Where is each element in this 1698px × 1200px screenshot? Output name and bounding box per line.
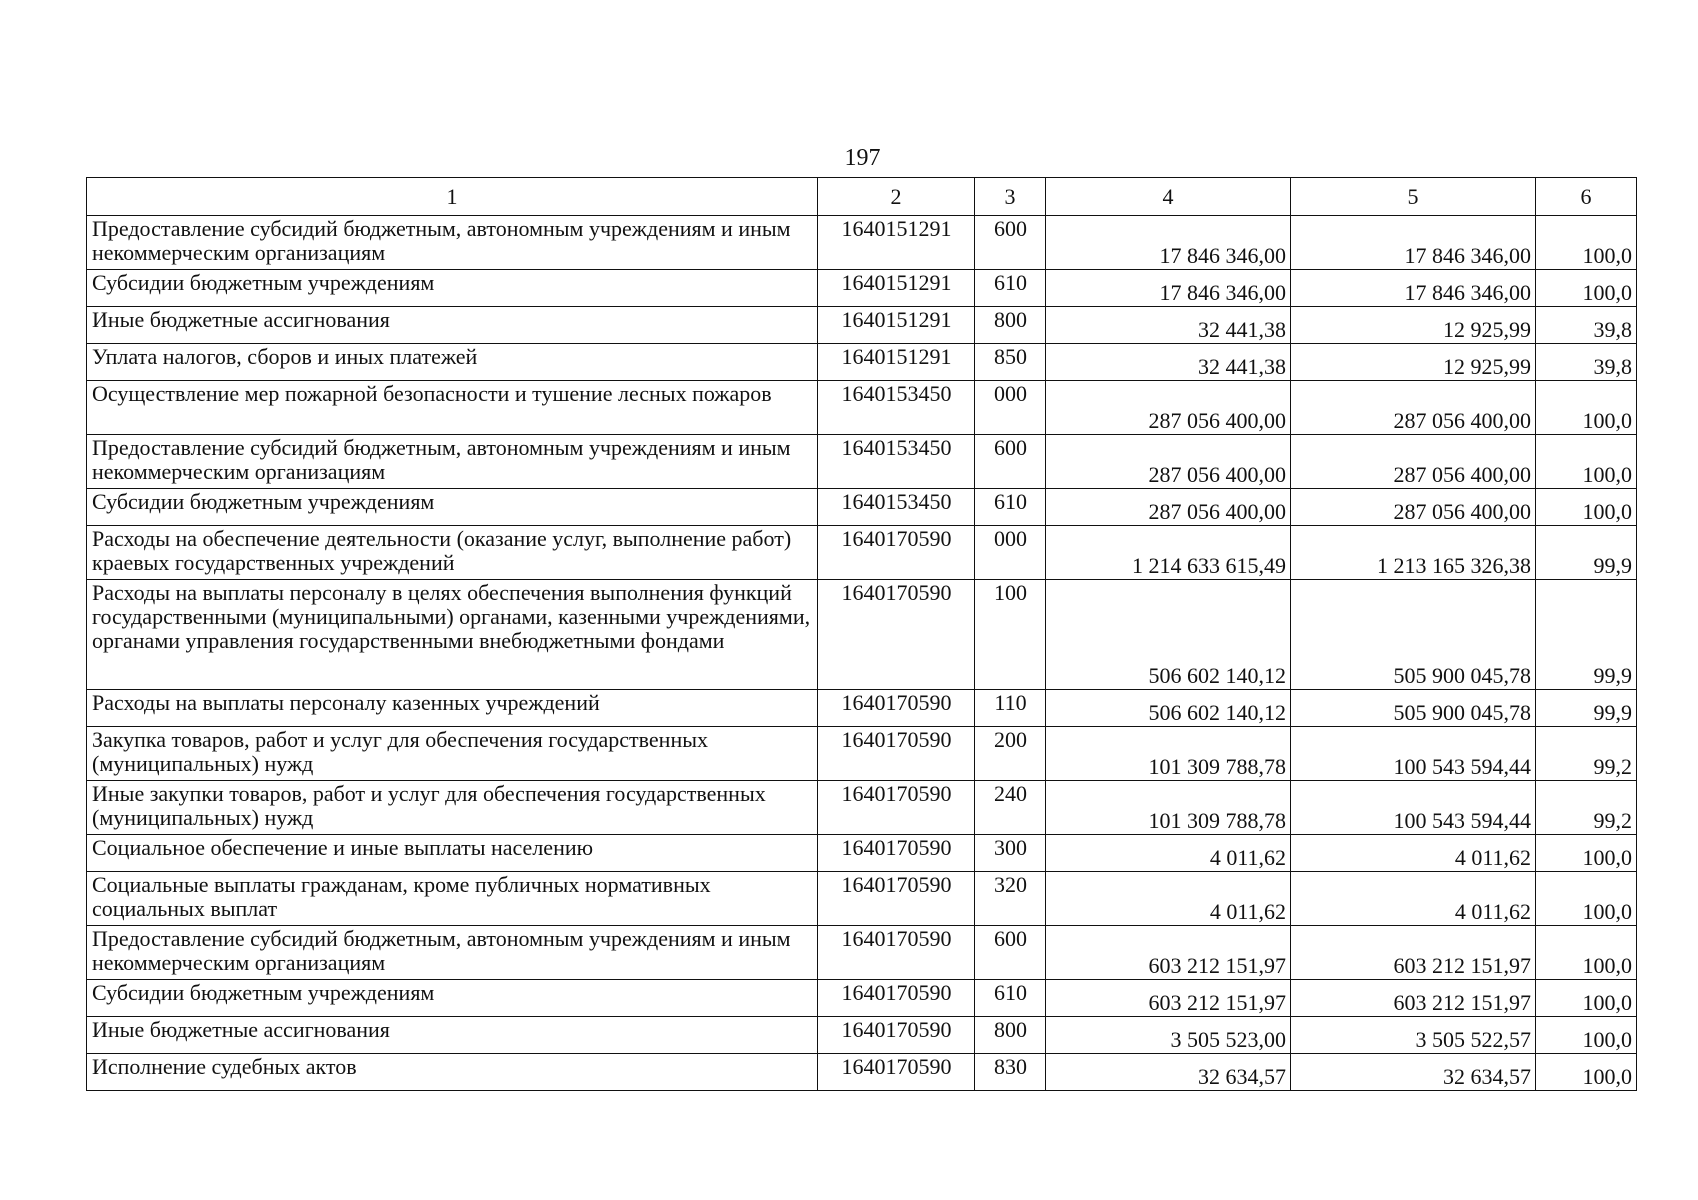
expense-type-code-cell: 240	[975, 781, 1046, 835]
target-article-code-cell: 1640153450	[818, 489, 975, 526]
execution-percent-cell: 99,2	[1536, 727, 1637, 781]
executed-amount-cell: 505 900 045,78	[1291, 690, 1536, 727]
planned-amount-cell: 4 011,62	[1046, 835, 1291, 872]
execution-percent-cell: 100,0	[1536, 835, 1637, 872]
target-article-code-cell: 1640170590	[818, 781, 975, 835]
target-article-code-cell: 1640153450	[818, 435, 975, 489]
table-row	[87, 526, 1637, 580]
planned-amount-cell: 506 602 140,12	[1046, 580, 1291, 690]
expense-name-cell: Расходы на обеспечение деятельности (оказание услуг, выполнение работ) краевых государственных учреждений	[87, 526, 818, 580]
table-row	[87, 1017, 1637, 1054]
planned-amount-cell: 287 056 400,00	[1046, 489, 1291, 526]
column-header: 5	[1291, 178, 1536, 216]
target-article-code-cell: 1640170590	[818, 1017, 975, 1054]
planned-amount-cell: 17 846 346,00	[1046, 216, 1291, 270]
target-article-code-cell: 1640151291	[818, 344, 975, 381]
expense-name-cell: Расходы на выплаты персоналу казенных учреждений	[87, 690, 818, 727]
execution-percent-cell: 99,9	[1536, 690, 1637, 727]
execution-percent-cell: 100,0	[1536, 270, 1637, 307]
expense-type-code-cell: 830	[975, 1054, 1046, 1091]
expense-type-code-cell: 600	[975, 926, 1046, 980]
target-article-code-cell: 1640151291	[818, 270, 975, 307]
planned-amount-cell: 3 505 523,00	[1046, 1017, 1291, 1054]
execution-percent-cell: 100,0	[1536, 1017, 1637, 1054]
executed-amount-cell: 17 846 346,00	[1291, 216, 1536, 270]
target-article-code-cell: 1640170590	[818, 926, 975, 980]
expense-name-cell: Закупка товаров, работ и услуг для обеспечения государственных (муниципальных) нужд	[87, 727, 818, 781]
planned-amount-cell: 603 212 151,97	[1046, 926, 1291, 980]
execution-percent-cell: 100,0	[1536, 980, 1637, 1017]
expense-type-code-cell: 110	[975, 690, 1046, 727]
table-row	[87, 835, 1637, 872]
execution-percent-cell: 39,8	[1536, 307, 1637, 344]
planned-amount-cell: 287 056 400,00	[1046, 381, 1291, 435]
executed-amount-cell: 32 634,57	[1291, 1054, 1536, 1091]
table-row	[87, 381, 1637, 435]
table-body	[87, 216, 1637, 1091]
expense-name-cell: Осуществление мер пожарной безопасности и тушение лесных пожаров	[87, 381, 818, 435]
expense-name-cell: Иные закупки товаров, работ и услуг для обеспечения государственных (муниципальных) нужд	[87, 781, 818, 835]
executed-amount-cell: 12 925,99	[1291, 344, 1536, 381]
table-row	[87, 690, 1637, 727]
execution-percent-cell: 99,2	[1536, 781, 1637, 835]
column-header: 6	[1536, 178, 1637, 216]
table-row	[87, 344, 1637, 381]
expense-type-code-cell: 600	[975, 435, 1046, 489]
table-row	[87, 1054, 1637, 1091]
planned-amount-cell: 101 309 788,78	[1046, 727, 1291, 781]
expense-type-code-cell: 100	[975, 580, 1046, 690]
expense-type-code-cell: 600	[975, 216, 1046, 270]
table-row	[87, 435, 1637, 489]
executed-amount-cell: 3 505 522,57	[1291, 1017, 1536, 1054]
target-article-code-cell: 1640170590	[818, 980, 975, 1017]
executed-amount-cell: 287 056 400,00	[1291, 381, 1536, 435]
target-article-code-cell: 1640151291	[818, 216, 975, 270]
table-row	[87, 926, 1637, 980]
table-row	[87, 727, 1637, 781]
executed-amount-cell: 100 543 594,44	[1291, 727, 1536, 781]
expense-type-code-cell: 610	[975, 270, 1046, 307]
expense-name-cell: Субсидии бюджетным учреждениям	[87, 489, 818, 526]
execution-percent-cell: 99,9	[1536, 580, 1637, 690]
execution-percent-cell: 100,0	[1536, 435, 1637, 489]
planned-amount-cell: 32 441,38	[1046, 307, 1291, 344]
expense-name-cell: Иные бюджетные ассигнования	[87, 307, 818, 344]
executed-amount-cell: 505 900 045,78	[1291, 580, 1536, 690]
expense-name-cell: Уплата налогов, сборов и иных платежей	[87, 344, 818, 381]
planned-amount-cell: 506 602 140,12	[1046, 690, 1291, 727]
execution-percent-cell: 99,9	[1536, 526, 1637, 580]
table-row	[87, 580, 1637, 690]
expense-type-code-cell: 800	[975, 1017, 1046, 1054]
target-article-code-cell: 1640153450	[818, 381, 975, 435]
planned-amount-cell: 603 212 151,97	[1046, 980, 1291, 1017]
expense-type-code-cell: 200	[975, 727, 1046, 781]
target-article-code-cell: 1640170590	[818, 580, 975, 690]
expense-type-code-cell: 850	[975, 344, 1046, 381]
table-row	[87, 216, 1637, 270]
table-row	[87, 872, 1637, 926]
execution-percent-cell: 100,0	[1536, 872, 1637, 926]
executed-amount-cell: 4 011,62	[1291, 835, 1536, 872]
target-article-code-cell: 1640170590	[818, 526, 975, 580]
execution-percent-cell: 100,0	[1536, 216, 1637, 270]
executed-amount-cell: 17 846 346,00	[1291, 270, 1536, 307]
expense-name-cell: Социальные выплаты гражданам, кроме публичных нормативных социальных выплат	[87, 872, 818, 926]
expense-name-cell: Социальное обеспечение и иные выплаты населению	[87, 835, 818, 872]
table-row	[87, 489, 1637, 526]
column-header: 2	[818, 178, 975, 216]
column-number-row	[87, 178, 1637, 216]
executed-amount-cell: 12 925,99	[1291, 307, 1536, 344]
planned-amount-cell: 4 011,62	[1046, 872, 1291, 926]
column-header: 4	[1046, 178, 1291, 216]
planned-amount-cell: 1 214 633 615,49	[1046, 526, 1291, 580]
column-header: 1	[87, 178, 818, 216]
planned-amount-cell: 32 634,57	[1046, 1054, 1291, 1091]
expense-type-code-cell: 610	[975, 489, 1046, 526]
executed-amount-cell: 1 213 165 326,38	[1291, 526, 1536, 580]
table-row	[87, 980, 1637, 1017]
target-article-code-cell: 1640170590	[818, 835, 975, 872]
execution-percent-cell: 100,0	[1536, 381, 1637, 435]
table-row	[87, 781, 1637, 835]
expense-name-cell: Предоставление субсидий бюджетным, автономным учреждениям и иным некоммерческим организациям	[87, 926, 818, 980]
column-header: 3	[975, 178, 1046, 216]
execution-percent-cell: 100,0	[1536, 489, 1637, 526]
expense-type-code-cell: 000	[975, 381, 1046, 435]
target-article-code-cell: 1640170590	[818, 727, 975, 781]
expense-name-cell: Предоставление субсидий бюджетным, автономным учреждениям и иным некоммерческим организациям	[87, 216, 818, 270]
expense-name-cell: Субсидии бюджетным учреждениям	[87, 270, 818, 307]
planned-amount-cell: 17 846 346,00	[1046, 270, 1291, 307]
expense-name-cell: Исполнение судебных актов	[87, 1054, 818, 1091]
budget-execution-table	[86, 177, 1637, 1091]
target-article-code-cell: 1640170590	[818, 1054, 975, 1091]
execution-percent-cell: 39,8	[1536, 344, 1637, 381]
target-article-code-cell: 1640170590	[818, 690, 975, 727]
planned-amount-cell: 287 056 400,00	[1046, 435, 1291, 489]
expense-name-cell: Субсидии бюджетным учреждениям	[87, 980, 818, 1017]
planned-amount-cell: 101 309 788,78	[1046, 781, 1291, 835]
executed-amount-cell: 287 056 400,00	[1291, 435, 1536, 489]
executed-amount-cell: 287 056 400,00	[1291, 489, 1536, 526]
executed-amount-cell: 100 543 594,44	[1291, 781, 1536, 835]
expense-type-code-cell: 300	[975, 835, 1046, 872]
expense-name-cell: Расходы на выплаты персоналу в целях обеспечения выполнения функций государственными (муниципальными) органами, казенными учреждениями, органами управления государственными внебюджетными фондами	[87, 580, 818, 690]
expense-type-code-cell: 610	[975, 980, 1046, 1017]
target-article-code-cell: 1640151291	[818, 307, 975, 344]
executed-amount-cell: 4 011,62	[1291, 872, 1536, 926]
expense-name-cell: Иные бюджетные ассигнования	[87, 1017, 818, 1054]
table-row	[87, 270, 1637, 307]
table-row	[87, 307, 1637, 344]
execution-percent-cell: 100,0	[1536, 926, 1637, 980]
executed-amount-cell: 603 212 151,97	[1291, 980, 1536, 1017]
expense-name-cell: Предоставление субсидий бюджетным, автономным учреждениям и иным некоммерческим организациям	[87, 435, 818, 489]
page-number: 197	[844, 145, 881, 171]
executed-amount-cell: 603 212 151,97	[1291, 926, 1536, 980]
execution-percent-cell: 100,0	[1536, 1054, 1637, 1091]
expense-type-code-cell: 800	[975, 307, 1046, 344]
expense-type-code-cell: 320	[975, 872, 1046, 926]
expense-type-code-cell: 000	[975, 526, 1046, 580]
target-article-code-cell: 1640170590	[818, 872, 975, 926]
planned-amount-cell: 32 441,38	[1046, 344, 1291, 381]
